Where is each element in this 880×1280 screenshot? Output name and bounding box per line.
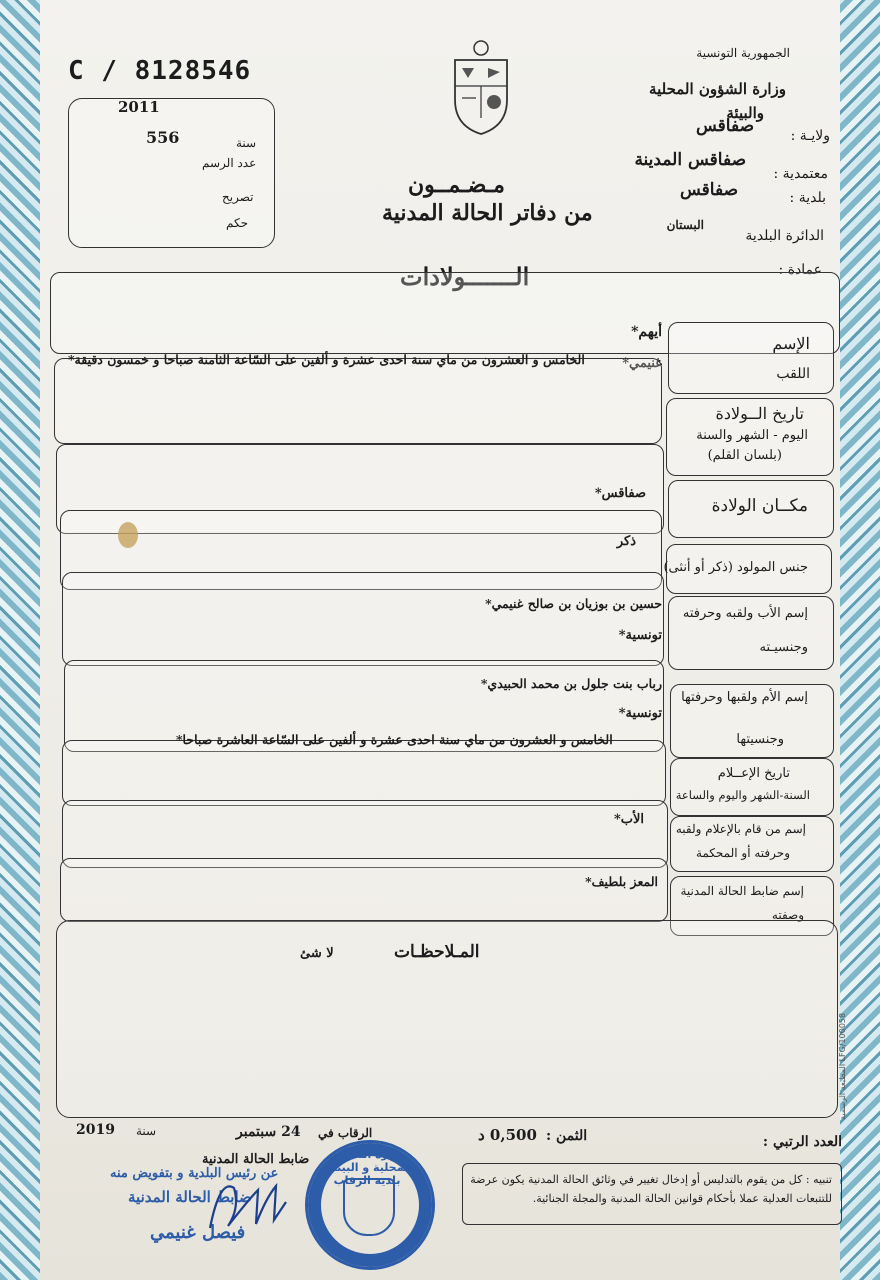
printer-code: المطبعة الرسمية LFG/100058	[838, 1012, 847, 1120]
legal-notice: تنبيه : كل من يقوم بالتدليس أو إدخال تغيير في وثائق الحالة المدنية يكون عرضة للتتبعات العدلية عملا بأحكام قوانين الحالة المدنية والمجلة الجنائية.	[470, 1173, 832, 1205]
field-row-9	[60, 858, 668, 922]
reg-label-declaration: تصريح	[222, 190, 254, 204]
municipality-label: بلدية :	[789, 190, 826, 206]
reg-number: 556	[146, 128, 180, 147]
remarks-label: المـلاحظـات	[394, 942, 480, 962]
remarks-value: لا شئ	[300, 946, 334, 961]
value-father: حسين بن بوزيان بن صالح غنيمي*	[485, 596, 662, 611]
value-declarant: الأب*	[613, 812, 644, 827]
value-gender: ذكر	[616, 534, 636, 549]
officer-title: ضابط الحالة المدنية	[202, 1152, 310, 1167]
date-value: 24 سبتمبر	[236, 1124, 301, 1140]
stamp-text: وزارة الشؤون المحلية و البيئة - بلدية الرقاب	[322, 1148, 412, 1187]
omada-label: عمادة :	[778, 262, 822, 278]
value-civil-officer: المعز بلطيف*	[585, 874, 658, 889]
republic-name: الجمهورية التونسية	[696, 46, 790, 60]
value-first-name: أيهم*	[631, 324, 662, 340]
label-birth-date-words: (بلسان القلم)	[707, 448, 782, 463]
label-birth-date: تاريخ الــولادة	[715, 404, 804, 423]
stain	[118, 522, 138, 548]
delegation-stamp-line-1: عن رئيس البلدية و بتفويض منه	[110, 1166, 279, 1181]
state-value: صفاقس	[695, 116, 754, 136]
officer-name: فيصل غنيمي	[150, 1222, 246, 1243]
label-declaration-date-format: السنة-الشهر واليوم والساعة	[675, 788, 810, 802]
coat-of-arms-icon	[450, 38, 512, 138]
ordinal-label: العدد الرتبي :	[762, 1134, 842, 1150]
delegation-label: معتمدية :	[773, 166, 828, 182]
reg-label-judgment: حكم	[226, 216, 249, 230]
year-value: 2019	[76, 1122, 115, 1138]
value-birth-place: صفاقس*	[594, 486, 646, 501]
serial-number: C / 8128546	[68, 56, 252, 86]
value-birth-date: الخامس و العشرون من ماي سنة احدى عشرة و ألفين على السّاعة الثامنة صباحا و خمسون دقيقة*	[68, 352, 585, 367]
document-subtitle: من دفاتر الحالة المدنية	[382, 200, 593, 226]
label-declarant-occupation: وحرفته أو المحكمة	[695, 846, 790, 860]
section-title: الـــــــولادات	[400, 262, 530, 291]
value-mother: رباب بنت جلول بن محمد الحبيدي*	[480, 676, 662, 691]
ministry-name: وزارة الشؤون المحلية	[649, 80, 786, 98]
value-father-nationality: تونسية*	[618, 628, 662, 643]
field-row-5	[62, 572, 664, 666]
label-first-name: الإسم	[772, 334, 810, 353]
delegation-value: صفاقس المدينة	[634, 150, 746, 170]
value-family-name: غنيمي*	[622, 356, 662, 371]
date-label: الرقاب في	[318, 1126, 373, 1140]
label-birth-place: مكــان الولادة	[711, 496, 808, 516]
label-mother: إسم الأم ولقبها وحرفتها	[681, 690, 808, 705]
year-label: سنة	[136, 1124, 157, 1138]
delegation-stamp-line-2: ضابط الحالة المدنية	[128, 1188, 252, 1206]
field-label-box-1	[668, 322, 834, 394]
field-row-2	[54, 358, 662, 444]
label-declarant: إسم من قام بالإعلام ولقبه	[675, 822, 806, 836]
label-father: إسم الأب ولقبه وحرفته	[682, 606, 808, 621]
label-civil-officer: إسم ضابط الحالة المدنية	[680, 884, 804, 898]
label-declaration-date: تاريخ الإعــلام	[717, 766, 790, 781]
price-label: الثمن :	[546, 1128, 588, 1144]
signature-icon	[200, 1168, 290, 1238]
ministry-name-2: والبيئة	[726, 104, 764, 122]
label-civil-officer-title: وصفته	[771, 908, 804, 922]
label-father-nationality: وجنسيـته	[759, 640, 808, 655]
district-label: الدائرة البلدية	[745, 228, 824, 244]
district-value: البستان	[666, 218, 704, 232]
value-mother-nationality: تونسية*	[618, 706, 662, 721]
field-row-7	[62, 740, 666, 806]
reg-year: 2011	[118, 98, 160, 116]
label-mother-nationality: وجنسيتها	[736, 732, 784, 747]
document-title: مـضـمــون	[408, 172, 505, 198]
price-value: 0,500 د	[478, 1126, 537, 1144]
value-declaration-date: الخامس و العشرون من ماي سنة احدى عشرة و ألفين على السّاعة العاشرة صباحا*	[176, 732, 613, 747]
label-gender: جنس المولود (ذكر أو أنثى)	[663, 560, 808, 575]
label-family-name: اللقب	[776, 366, 810, 382]
label-birth-date-format: اليوم - الشهر والسنة	[696, 428, 808, 443]
reg-label-number: عدد الرسم	[202, 156, 257, 170]
municipality-value: صفاقس	[679, 180, 738, 200]
state-label: ولايـة :	[790, 128, 830, 144]
reg-label-year: سنة	[236, 136, 257, 150]
